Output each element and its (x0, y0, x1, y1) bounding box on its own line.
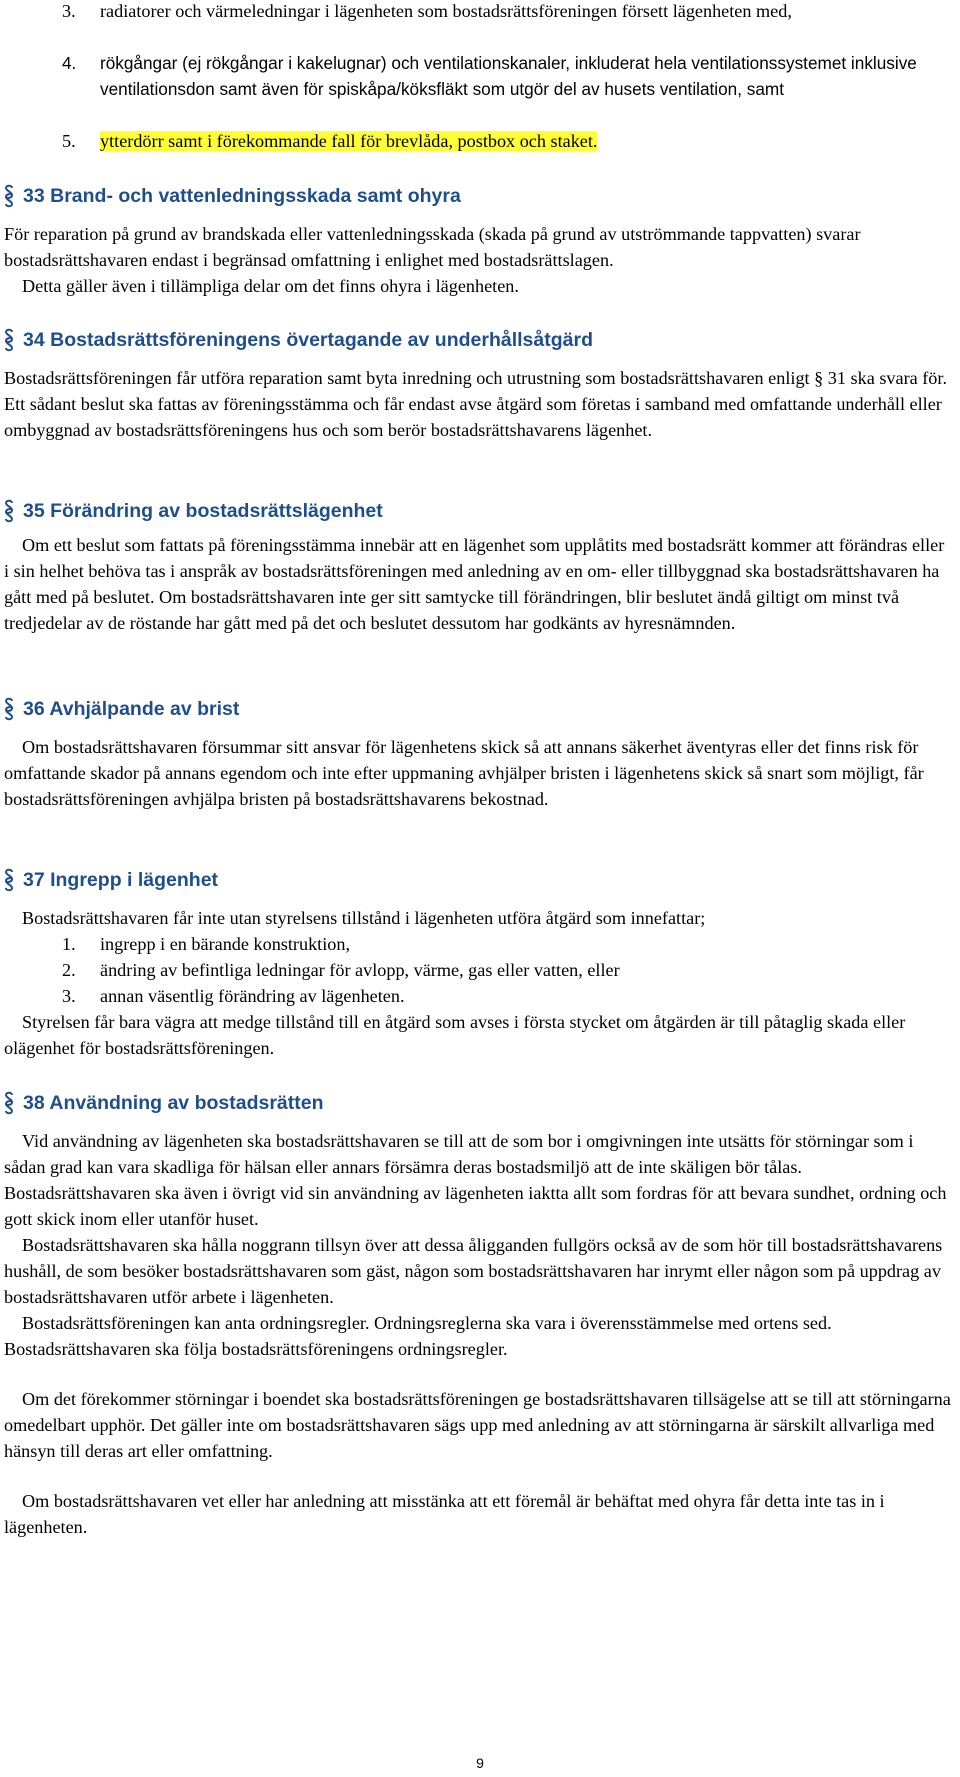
section-sign-icon (4, 184, 14, 208)
paragraph: För reparation på grund av brandskada eller vattenledningsskada (skada på grund av utströmmande tappvatten) svarar bostadsrättshavaren endast i begränsad omfattning i enlighet med bostadsrättslagen. (4, 224, 861, 270)
paragraph: Bostadsrättshavaren ska hålla noggrann tillsyn över att dessa åligganden fullgörs också av de som hör till bostadsrättshavarens hushåll, de som besöker bostadsrättshavaren som gäst, någon som bostadsrättshavaren har inrymt eller någon som på uppdrag av bostadsrättshavaren utför arbete i lägenheten. (4, 1235, 943, 1307)
section-sign-icon (4, 499, 14, 523)
paragraph: Om det förekommer störningar i boendet ska bostadsrättsföreningen ge bostadsrättshavaren tillsägelse att se till att störningarna omedelbart upphör. Det gäller inte om bostadsrättshavaren sägs upp med anledning av att störningarna är särskilt allvarliga med hänsyn till deras art eller omfattning. (4, 1389, 951, 1461)
section-34 (0, 325, 960, 443)
section-title: 33 Brand- och vattenledningsskada samt ohyra (23, 185, 461, 207)
section-37 (0, 865, 960, 1061)
paragraph: Om ett beslut som fattats på föreningsstämma innebär att en lägenhet som upplåtits med bostadsrätt kommer att förändras eller i sin helhet behöva tas i anspråk av bostadsrättsföreningen med anledning av en om- eller tillbyggnad ska bostadsrättshavaren ha gått med på beslutet. Om bostadsrättshavaren inte ger sitt samtycke till förändringen, blir beslutet ändå giltigt om minst två tredjedelar av de röstande har gått med på det och beslutet dessutom har godkänts av hyresnämnden. (4, 535, 945, 633)
spacer (0, 1464, 960, 1488)
section-heading (0, 181, 960, 211)
list-item (0, 50, 960, 128)
section-sign: § (814, 368, 824, 388)
list-item-text: ingrepp i en bärande konstruktion, (100, 934, 351, 954)
section-heading (0, 694, 960, 724)
list-item (0, 0, 960, 50)
list-item-text: rökgångar (ej rökgångar i kakelugnar) och ventilationskanaler, inkluderat hela ventilationssystemet inklusive ventilationsdon samt även för spiskåpa/köksfläkt som utgör del av husets ventilation, samt (100, 53, 917, 99)
list-item (0, 128, 960, 154)
paragraph: Om bostadsrättshavaren försummar sitt ansvar för lägenhetens skick så att annans säkerhet äventyras eller det finns risk för omfattande skador på annans egendom och inte efter uppmaning avhjälper bristen i lägenhetens skick så snart som möjligt, får bostadsrättsföreningen avhjälpa bristen på bostadsrättshavarens bekostnad. (4, 737, 924, 809)
section-heading (0, 1088, 960, 1118)
section-35 (0, 496, 960, 636)
highlighted-text: ytterdörr samt i förekommande fall för brevlåda, postbox och staket. (100, 131, 598, 151)
intro-list (0, 0, 960, 154)
paragraph-text: 31 ska svara för. Ett sådant beslut ska fattas av föreningsstämma och får endast avse åtgärd som företas i samband med omfattande underhåll eller ombyggnad av bostadsrättsföreningens hus och som berör bostadsrättshavarens lägenhet. (4, 368, 947, 440)
section-heading (0, 325, 960, 355)
list-number: 2. (62, 960, 76, 980)
paragraph: Detta gäller även i tillämpliga delar om det finns ohyra i lägenheten. (22, 276, 519, 296)
section-title: 38 Användning av bostadsrätten (23, 1092, 324, 1114)
list-number: 3. (62, 986, 76, 1006)
list-item (0, 957, 960, 983)
section-33 (0, 181, 960, 299)
list-number: 5. (62, 131, 76, 151)
paragraph: Vid användning av lägenheten ska bostadsrättshavaren se till att de som bor i omgivningen inte utsätts för störningar som i sådan grad kan vara skadliga för hälsan eller annars försämra deras bostadsmiljö att de inte skäligen bör tålas. Bostadsrättshavaren ska även i övrigt vid sin användning av lägenheten iaktta allt som fordras för att bevara sundhet, ordning och gott skick inom eller utanför huset. (4, 1131, 947, 1229)
section-sign-icon (4, 697, 14, 721)
list-item-text: radiatorer och värmeledningar i lägenheten som bostadsrättsföreningen försett lägenheten med, (100, 1, 792, 21)
section-title: 35 Förändring av bostadsrättslägenhet (23, 500, 383, 522)
page-number: 9 (476, 1755, 484, 1771)
paragraph-text: Bostadsrättsföreningen får utföra reparation samt byta inredning och utrustning som bostadsrättshavaren enligt (4, 368, 815, 388)
paragraph: Styrelsen får bara vägra att medge tillstånd till en åtgärd som avses i första stycket om åtgärden är till påtaglig skada eller olägenhet för bostadsrättsföreningen. (4, 1012, 906, 1058)
section-title: 37 Ingrepp i lägenhet (23, 869, 219, 891)
paragraph: Bostadsrättshavaren får inte utan styrelsens tillstånd i lägenheten utföra åtgärd som innefattar; (22, 908, 706, 928)
list-number: 4. (62, 53, 77, 73)
section-sign-icon (4, 328, 14, 352)
section-heading (0, 496, 960, 526)
section-title: 36 Avhjälpande av brist (23, 698, 240, 720)
numbered-list (0, 931, 960, 1009)
section-heading (0, 865, 960, 895)
paragraph: Bostadsrättsföreningen kan anta ordningsregler. Ordningsreglerna ska vara i överensstämmelse med ortens sed. Bostadsrättshavaren ska följa bostadsrättsföreningens ordningsregler. (4, 1313, 832, 1359)
section-sign-icon (4, 1091, 14, 1115)
section-36 (0, 694, 960, 812)
section-38 (0, 1088, 960, 1540)
list-number: 3. (62, 1, 76, 21)
paragraph: Om bostadsrättshavaren vet eller har anledning att misstänka att ett föremål är behäftat med ohyra får detta inte tas in i lägenheten. (4, 1491, 885, 1537)
list-number: 1. (62, 934, 76, 954)
list-item-text: ändring av befintliga ledningar för avlopp, värme, gas eller vatten, eller (100, 960, 620, 980)
spacer (0, 1362, 960, 1386)
paragraph (0, 365, 960, 443)
section-title: 34 Bostadsrättsföreningens övertagande av underhållsåtgärd (23, 329, 593, 351)
list-item (0, 983, 960, 1009)
section-sign-icon (4, 868, 14, 892)
list-item (0, 931, 960, 957)
list-item-text: annan väsentlig förändring av lägenheten. (100, 986, 405, 1006)
